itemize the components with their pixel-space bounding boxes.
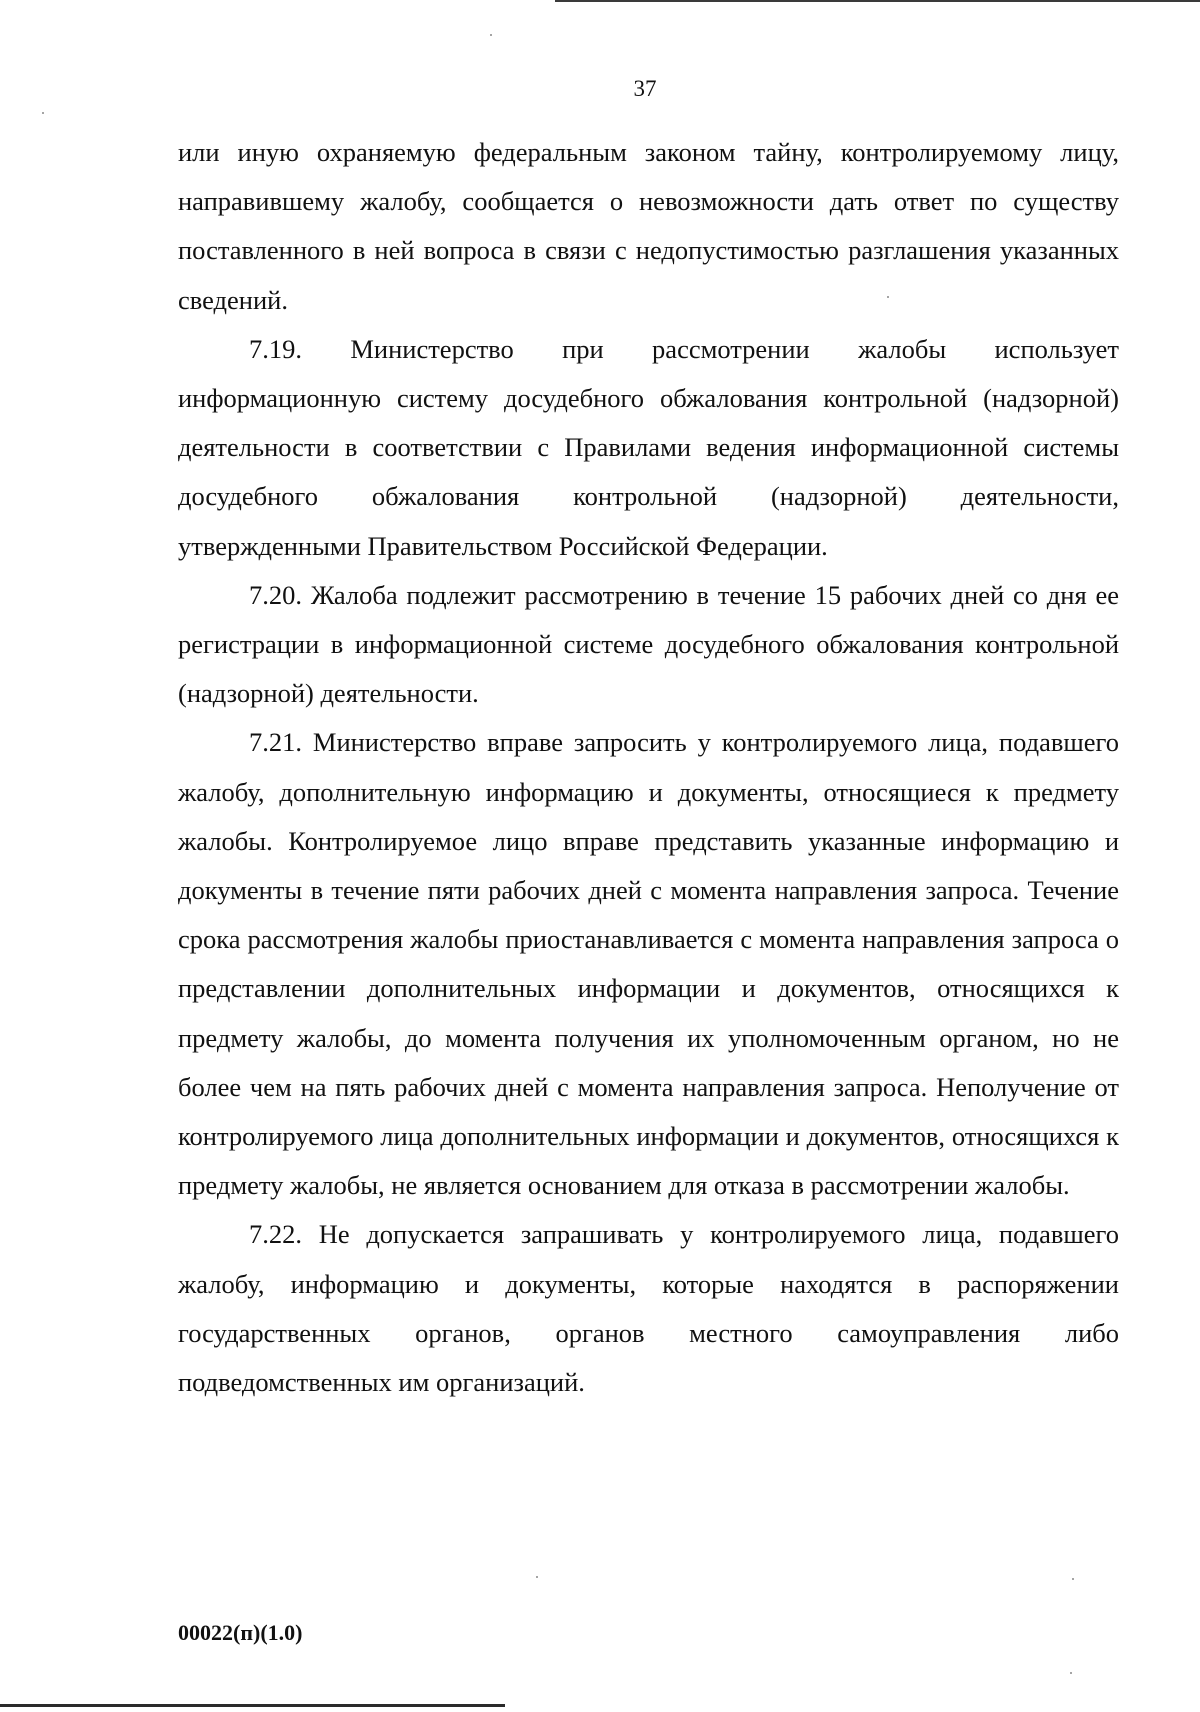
paragraph-7-20: 7.20. Жалоба подлежит рассмотрению в течение 15 рабочих дней со дня ее регистрации в информационной системе досудебного обжалования контрольной (надзорной) деятельности. — [178, 579, 1119, 709]
scan-speck — [887, 296, 889, 298]
scan-speck — [536, 1576, 538, 1578]
document-code: 00022(п)(1.0) — [178, 1620, 303, 1645]
paragraph-continuation: или иную охраняемую федеральным законом тайну, контролируемому лицу, направившему жалобу, сообщается о невозможности дать ответ по существу поставленного в ней вопроса в связи с недопустимостью разглашения указанных сведений. — [178, 137, 1119, 315]
scan-edge-line-top — [555, 0, 1200, 2]
scan-speck — [490, 34, 492, 36]
page-number: 37 — [633, 76, 657, 101]
paragraph-7-19: 7.19. Министерство при рассмотрении жалобы использует информационную систему досудебного обжалования контрольной (надзорной) деятельности в соответствии с Правилами ведения информационной системы досудебного обжалования контрольной (надзорной) деятельности, утвержденными Правительством Российской Федерации. — [178, 333, 1119, 561]
scan-speck — [1072, 1578, 1074, 1580]
paragraph-7-21: 7.21. Министерство вправе запросить у контролируемого лица, подавшего жалобу, дополнительную информацию и документы, относящиеся к предмету жалобы. Контролируемое лицо вправе представить указанные информацию и документы в течение пяти рабочих дней с момента направления запроса. Течение срока рассмотрения жалобы приостанавливается с момента направления запроса о представлении дополнительных информации и документов, относящихся к предмету жалобы, до момента получения их уполномоченным органом, но не более чем на пять рабочих дней с момента направления запроса. Неполучение от контролируемого лица дополнительных информации и документов, относящихся к предмету жалобы, не является основанием для отказа в рассмотрении жалобы. — [178, 727, 1119, 1201]
scan-edge-line-bottom — [0, 1704, 505, 1707]
scan-speck — [1070, 1672, 1072, 1674]
document-body — [178, 128, 1119, 1407]
scan-speck — [42, 112, 44, 114]
paragraph-7-22: 7.22. Не допускается запрашивать у контролируемого лица, подавшего жалобу, информацию и документы, которые находятся в распоряжении государственных органов, органов местного самоуправления либо подведомственных им организаций. — [178, 1219, 1119, 1398]
